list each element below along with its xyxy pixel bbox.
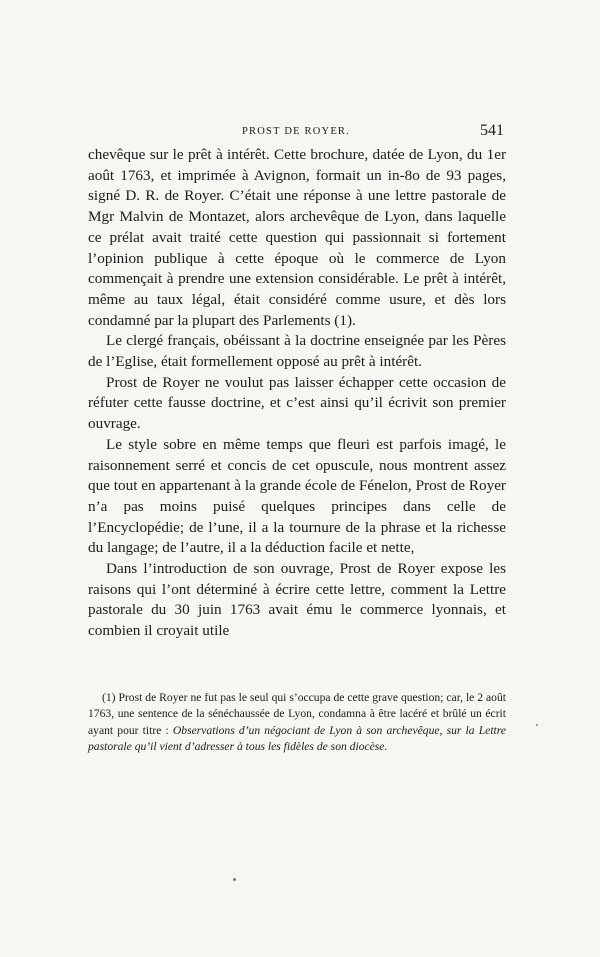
page-number: 541 [480,122,504,139]
ink-speck [233,878,236,881]
body-text [88,145,506,642]
page-header [88,122,504,142]
footnote [88,690,506,756]
ink-speck [536,724,538,726]
footnote-text: (1) Prost de Royer ne fut pas le seul qui s’occupa de cette grave question; car, le 2 août 1763, une sentence de la sénéchaussée de Lyon, condamna à être lacéré et brûlé un écrit ayant pour titre : [88,691,506,737]
footnotes [88,690,506,756]
paragraph: Prost de Royer ne voulut pas laisser échapper cette occasion de réfuter cette fausse doctrine, et c’est ainsi qu’il écrivit son premier ouvrage. [88,373,506,433]
paragraph: Le clergé français, obéissant à la doctrine enseignée par les Pères de l’Eglise, était formellement opposé au prêt à intérêt. [88,332,506,371]
paragraph: chevêque sur le prêt à intérêt. Cette brochure, datée de Lyon, du 1er août 1763, et imprimée à Avignon, formait un in-8o de 93 pages, signé D. R. de Royer. C’était une réponse à une lettre pastorale de Mgr Malvin de Montazet, alors archevêque de Lyon, dans laquelle ce prélat avait traité cette question qui passionnait si fortement l’opinion publique à cette époque où le commerce de Lyon commençait à prendre une extension considérable. Le prêt à intérêt, même au taux légal, était considéré comme usure, et dès lors condamné par la plupart des Parlements (1). [88,146,506,329]
footnote-italic-title: Observations d’un négociant de Lyon à son archevêque, sur la Lettre pastorale qu’il vient d’adresser à tous les fidèles de son diocèse. [88,723,506,754]
paragraph: Le style sobre en même temps que fleuri est parfois imagé, le raisonnement serré et concis de cet opuscule, nous montrent assez que tout en appartenant à la grande école de Fénelon, Prost de Royer n’a pas moins puisé quelques principes dans celle de l’Encyclopédie; de l’une, il a la tournure de la phrase et la richesse du langage; de l’autre, il a la déduction facile et nette, [88,435,506,557]
running-title: PROST DE ROYER. [242,126,350,137]
paragraph: Dans l’introduction de son ouvrage, Prost de Royer expose les raisons qui l’ont déterminé à écrire cette lettre, comment la Lettre pastorale du 30 juin 1763 avait ému le commerce lyonnais, et combien il croyait utile [88,560,506,640]
